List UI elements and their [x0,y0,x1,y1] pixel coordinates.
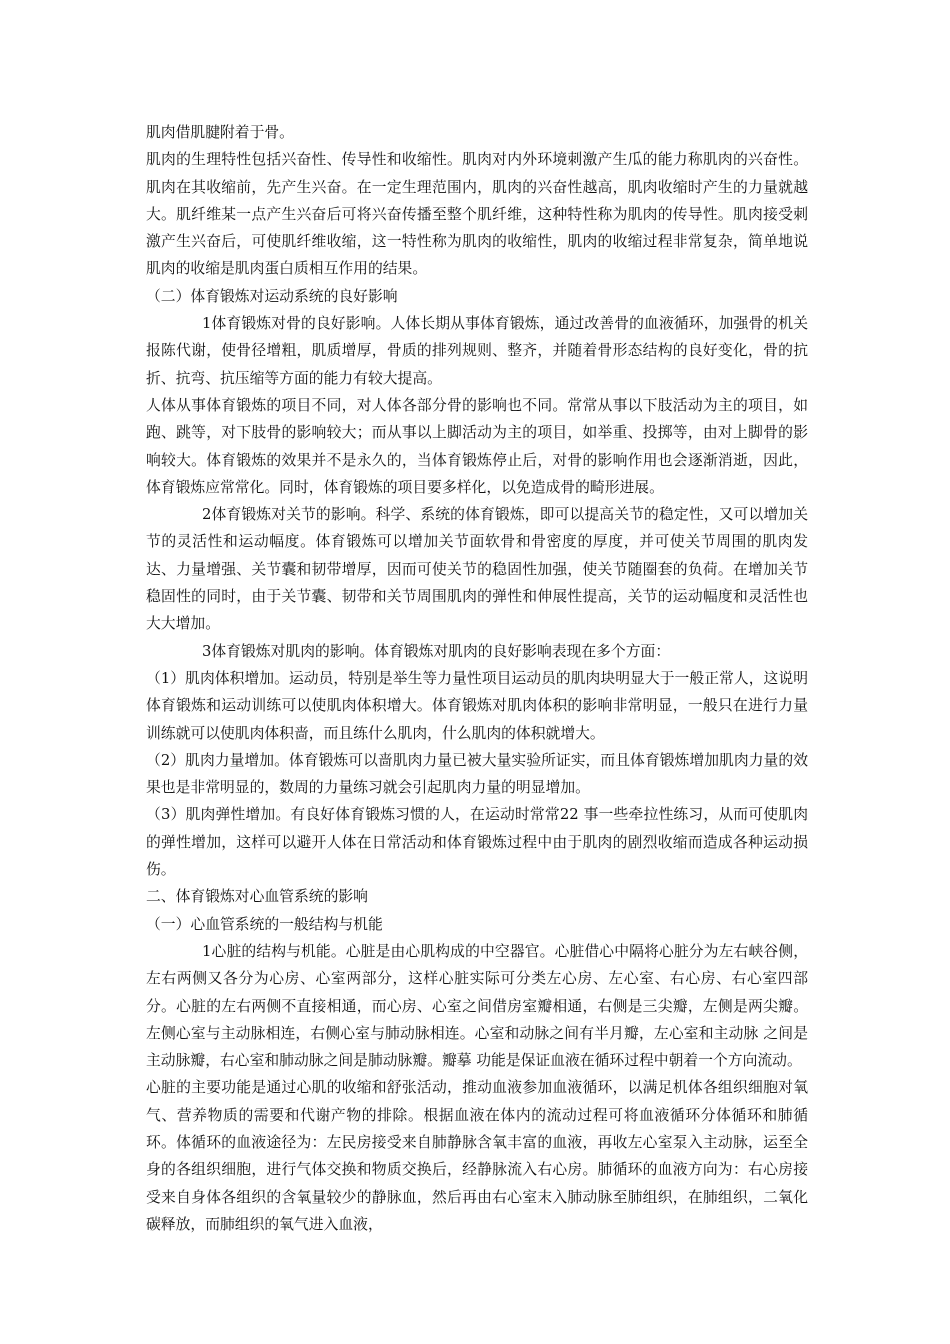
document-body [146,119,808,1238]
paragraph: 人体从事体育锻炼的项目不同，对人体各部分骨的影响也不同。常常从事以下肢活动为主的项目，如跑、跳等，对下肢骨的影响较大；而从事以上脚活动为主的项目，如举重、投掷等，由对上脚骨的影响较大。体育锻炼的效果并不是永久的，当体育锻炼停止后，对骨的影响作用也会逐渐消逝，因此，体育锻炼应常常化。同时，体育锻炼的项目要多样化，以免造成骨的畸形进展。 [146,396,808,496]
list-item: （3）肌肉弹性增加。有良好体育锻炼习惯的人，在运动时常常22 事一些牵拉性练习，从而可使肌肉的弹性增加，这样可以避开人体在日常活动和体育锻炼过程中由于肌肉的剧烈收缩而造成各种运动损伤。 [146,806,808,879]
subsection-heading: （一）心血管系统的一般结构与机能 [146,915,383,933]
paragraph: 3体育锻炼对肌肉的影响。体育锻炼对肌肉的良好影响表现在多个方面： [202,642,671,660]
paragraph: 肌肉借肌腱附着于骨。 [146,124,294,141]
paragraph: 肌肉的生理特性包括兴奋性、传导性和收缩性。肌肉对内外环境刺激产生瓜的能力称肌肉的兴奋性。肌肉在其收缩前，先产生兴奋。在一定生理范围内，肌肉的兴奋性越高，肌肉收缩时产生的力量就越大。肌纤维某一点产生兴奋后可将兴奋传播至整个肌纤维，这种特性称为肌肉的传导性。肌肉接受刺激产生兴奋后，可使肌纤维收缩，这一特性称为肌肉的收缩性，肌肉的收缩过程非常复杂，简单地说肌肉的收缩是肌肉蛋白质相互作用的结果。 [146,151,808,278]
paragraph: 心脏的主要功能是通过心肌的收缩和舒张活动，推动血液参加血液循环，以满足机体各组织细胞对氧气、营养物质的需要和代谢产物的排除。根据血液在体内的流动过程可将血液循环分体循环和肺循环。体循环的血液途径为：左民房接受来自肺静脉含氧丰富的血液，再收左心室泵入主动脉，运至全身的各组织细胞，进行气体交换和物质交换后，经静脉流入右心房。肺循环的血液方向为：右心房接受来自身体各组织的含氧量较少的静脉血，然后再由右心室末入肺动脉至肺组织，在肺组织，二氧化碳释放，而肺组织的氧气进入血液， [146,1079,808,1233]
section-heading: 二、体育锻炼对心血管系统的影响 [146,888,368,906]
paragraph: 2体育锻炼对关节的影响。科学、系统的体育锻炼，即可以提高关节的稳定性，又可以增加关节的灵活性和运动幅度。体育锻炼可以增加关节面软骨和骨密度的厚度，并可使关节周围的肌肉发达、力量增强、关节囊和韧带增厚，因而可使关节的稳固性加强，使关节随圈套的负荷。在增加关节稳固性的同时，由于关节囊、韧带和关节周围肌肉的弹性和伸展性提高，关节的运动幅度和灵活性也大大增加。 [146,506,808,633]
list-item: （2）肌肉力量增加。体育锻炼可以啬肌肉力量已被大量实验所证实，而且体育锻炼增加肌肉力量的效果也是非常明显的，数周的力量练习就会引起肌肉力量的明显增加。 [146,751,808,797]
section-heading: （二）体育锻炼对运动系统的良好影响 [146,287,398,305]
paragraph: 1心脏的结构与机能。心脏是由心肌构成的中空器官。心脏借心中隔将心脏分为左右峡谷侧，左右两侧又各分为心房、心室两部分，这样心脏实际可分类左心房、左心室、右心房、右心室四部分。心脏的左右两侧不直接相通，而心房、心室之间借房室瓣相通，右侧是三尖瓣，左侧是两尖瓣。左侧心室与主动脉相连，右侧心室与肺动脉相连。心室和动脉之间有半月瓣，左心室和主动脉 之间是主动脉瓣，右心室和肺动脉之间是肺动脉瓣。瓣摹 功能是保证血液在循环过程中朝着一个方向流动。 [146,942,808,1070]
list-item: （1）肌肉体积增加。运动员，特别是举生等力量性项目运动员的肌肉块明显大于一般正常人，这说明体育锻炼和运动训练可以使肌肉体积增大。体育锻炼对肌肉体积的影响非常明显，一般只在进行力量训练就可以使肌肉体积啬，而且练什么肌肉，什么肌肉的体积就增大。 [146,669,808,742]
paragraph: 1体育锻炼对骨的良好影响。人体长期从事体育锻炼，通过改善骨的血液循环，加强骨的机关报陈代谢，使骨径增粗，肌质增厚，骨质的排列规则、整齐，并随着骨形态结构的良好变化，骨的抗折、抗弯、抗压缩等方面的能力有较大提高。 [146,315,808,387]
